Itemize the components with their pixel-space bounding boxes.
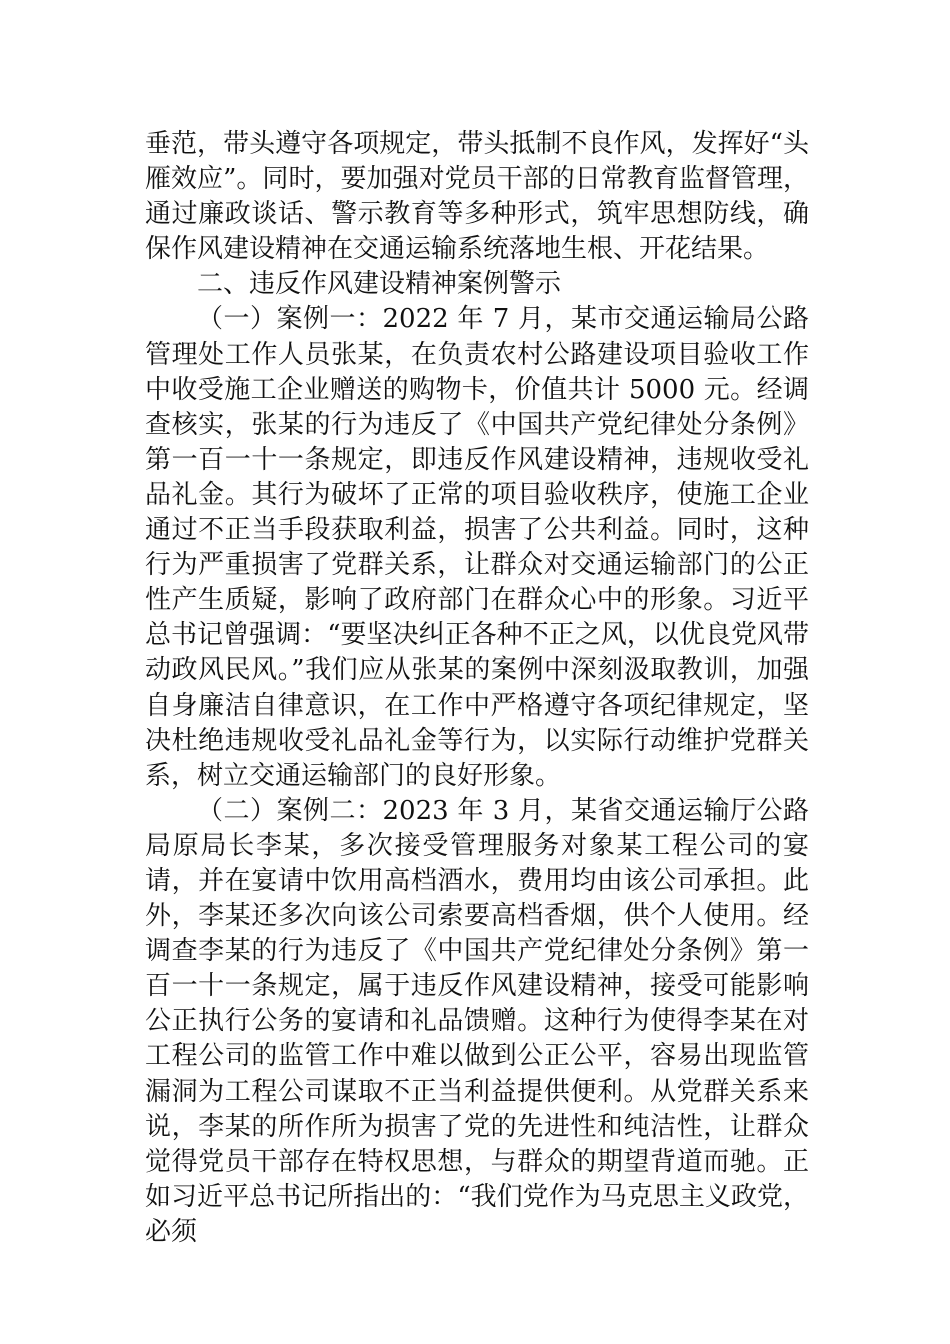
body-paragraph-continuation: 垂范，带头遵守各项规定，带头抵制不良作风，发挥好“头雁效应”。同时，要加强对党员干部的日常教育监督管理，通过廉政谈话、警示教育等多种形式，筑牢思想防线，确保作风建设精神在交通运输系统落地生根、开花结果。 xyxy=(145,129,809,265)
case-two-paragraph: （二）案例二：2023 年 3 月，某省交通运输厅公路局原局长李某，多次接受管理服务对象某工程公司的宴请，并在宴请中饮用高档酒水，费用均由该公司承担。此外，李某还多次向该公司索要高档香烟，供个人使用。经调查李某的行为违反了《中国共产党纪律处分条例》第一百一十一条规定，属于违反作风建设精神，接受可能影响公正执行公务的宴请和礼品馈赠。这种行为使得李某在对工程公司的监管工作中难以做到公正公平，容易出现监管漏洞为工程公司谋取不正当利益提供便利。从党群关系来说，李某的所作所为损害了党的先进性和纯洁性，让群众觉得党员干部存在特权思想，与群众的期望背道而驰。正如习近平总书记所指出的：“我们党作为马克思主义政党，必须 xyxy=(145,795,809,1247)
section-heading: 二、违反作风建设精神案例警示 xyxy=(197,269,562,300)
document-page xyxy=(145,127,809,1250)
case-one-paragraph: （一）案例一：2022 年 7 月，某市交通运输局公路管理处工作人员张某，在负责农村公路建设项目验收工作中收受施工企业赠送的购物卡，价值共计 5000 元。经调查核实，张某的行为违反了《中国共产党纪律处分条例》第一百一十一条规定，即违反作风建设精神，违规收受礼品礼金。其行为破坏了正常的项目验收秩序，使施工企业通过不正当手段获取利益，损害了公共利益。同时，这种行为严重损害了党群关系，让群众对交通运输部门的公正性产生质疑，影响了政府部门在群众心中的形象。习近平总书记曾强调：“要坚决纠正各种不正之风，以优良党风带动政风民风。”我们应从张某的案例中深刻汲取教训，加强自身廉洁自律意识，在工作中严格遵守各项纪律规定，坚决杜绝违规收受礼品礼金等行为，以实际行动维护党群关系，树立交通运输部门的良好形象。 xyxy=(145,304,809,791)
